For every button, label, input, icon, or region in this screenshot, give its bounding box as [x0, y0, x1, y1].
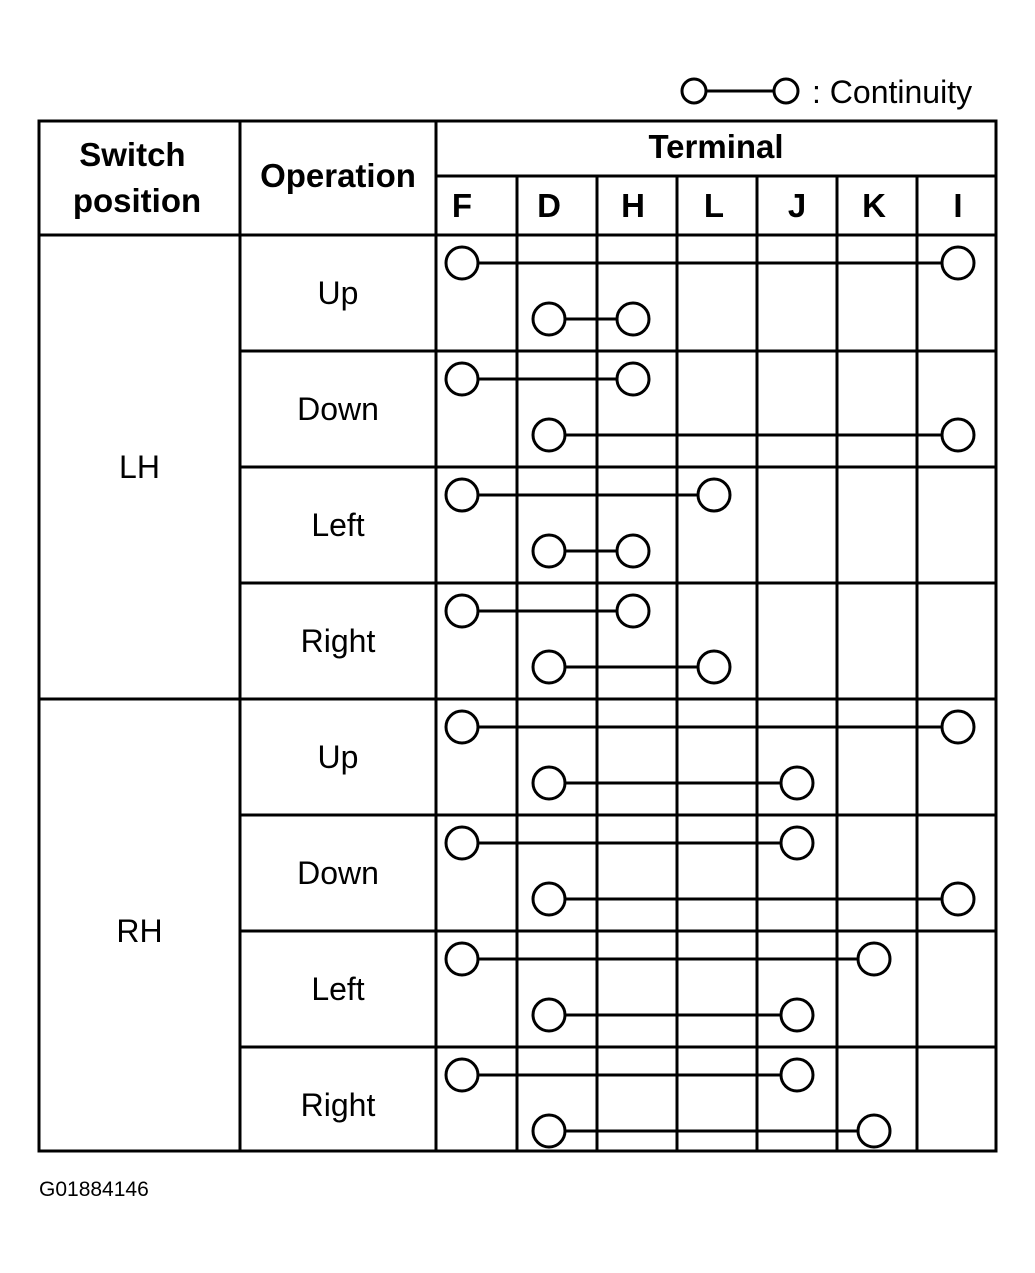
continuity-link-f-h [446, 363, 649, 395]
terminal-j-circle-icon [781, 767, 813, 799]
switch-position-lh: LH [119, 449, 160, 485]
table-body [39, 176, 996, 1151]
terminal-d-circle-icon [533, 999, 565, 1031]
terminal-f-circle-icon [446, 1059, 478, 1091]
continuity-link-d-h [533, 303, 649, 335]
terminal-h-circle-icon [617, 363, 649, 395]
table-row [297, 363, 974, 451]
legend-terminal-circle-icon [682, 79, 706, 103]
switch-position-header-line2: position [72, 182, 202, 219]
terminal-l-circle-icon [698, 651, 730, 683]
terminal-label-k: K [862, 187, 886, 224]
switch-position-header [73, 136, 201, 219]
continuity-link-f-i [446, 247, 974, 279]
terminal-label-l: L [703, 187, 725, 224]
terminal-f-circle-icon [446, 827, 478, 859]
terminal-label-f: F [451, 187, 473, 224]
terminal-k-circle-icon [858, 1115, 890, 1147]
operation-label: Down [297, 855, 379, 891]
terminal-j-circle-icon [781, 999, 813, 1031]
terminal-f-circle-icon [446, 943, 478, 975]
continuity-link-d-j [533, 999, 813, 1031]
terminal-label-d: D [537, 187, 561, 224]
terminal-j-circle-icon [781, 827, 813, 859]
terminal-d-circle-icon [533, 651, 565, 683]
continuity-link-d-j [533, 767, 813, 799]
legend-label: : Continuity [812, 74, 973, 110]
table-row [301, 1059, 890, 1147]
terminal-f-circle-icon [446, 363, 478, 395]
continuity-link-f-k [446, 943, 890, 975]
terminal-h-circle-icon [617, 303, 649, 335]
operation-label: Up [317, 275, 359, 311]
switch-position-rh: RH [116, 913, 163, 949]
continuity-link-d-l [533, 651, 730, 683]
operation-label: Right [300, 623, 376, 659]
terminal-d-circle-icon [533, 535, 565, 567]
body-grid [39, 176, 996, 1151]
legend-terminal-circle-icon [774, 79, 798, 103]
terminal-f-circle-icon [446, 595, 478, 627]
continuity-link-f-l [446, 479, 730, 511]
terminal-i-circle-icon [942, 419, 974, 451]
table-row [301, 595, 730, 683]
terminal-j-circle-icon [781, 1059, 813, 1091]
continuity-link-d-h [533, 535, 649, 567]
terminal-d-circle-icon [533, 767, 565, 799]
continuity-link-f-i [446, 711, 974, 743]
continuity-link-f-h [446, 595, 649, 627]
table-row [297, 827, 974, 915]
terminal-k-circle-icon [858, 943, 890, 975]
table-row [311, 943, 890, 1031]
terminal-h-circle-icon [617, 595, 649, 627]
figure-code: G01884146 [39, 1178, 149, 1201]
terminal-labels [452, 187, 963, 224]
terminal-label-j: J [787, 187, 807, 224]
terminal-h-circle-icon [617, 535, 649, 567]
terminal-i-circle-icon [942, 247, 974, 279]
terminal-f-circle-icon [446, 711, 478, 743]
terminal-d-circle-icon [533, 1115, 565, 1147]
terminal-d-circle-icon [533, 883, 565, 915]
terminal-l-circle-icon [698, 479, 730, 511]
operation-header: Operation [260, 157, 416, 194]
legend [682, 74, 972, 110]
terminal-i-circle-icon [942, 883, 974, 915]
operation-label: Left [311, 971, 365, 1007]
table-row [318, 711, 974, 799]
table-row [318, 247, 974, 335]
terminal-i-circle-icon [942, 711, 974, 743]
terminal-label-h: H [621, 187, 645, 224]
terminal-header: Terminal [648, 128, 784, 165]
terminal-d-circle-icon [533, 303, 565, 335]
operation-label: Left [311, 507, 365, 543]
table-row [311, 479, 730, 567]
terminal-f-circle-icon [446, 247, 478, 279]
continuity-link-d-i [533, 883, 974, 915]
operation-label: Down [297, 391, 379, 427]
operation-label: Right [300, 1087, 376, 1123]
terminal-label-i: I [953, 187, 963, 224]
operation-label: Up [317, 739, 359, 775]
continuity-link-d-i [533, 419, 974, 451]
terminal-d-circle-icon [533, 419, 565, 451]
terminal-f-circle-icon [446, 479, 478, 511]
switch-position-header-line1: Switch [79, 136, 186, 173]
